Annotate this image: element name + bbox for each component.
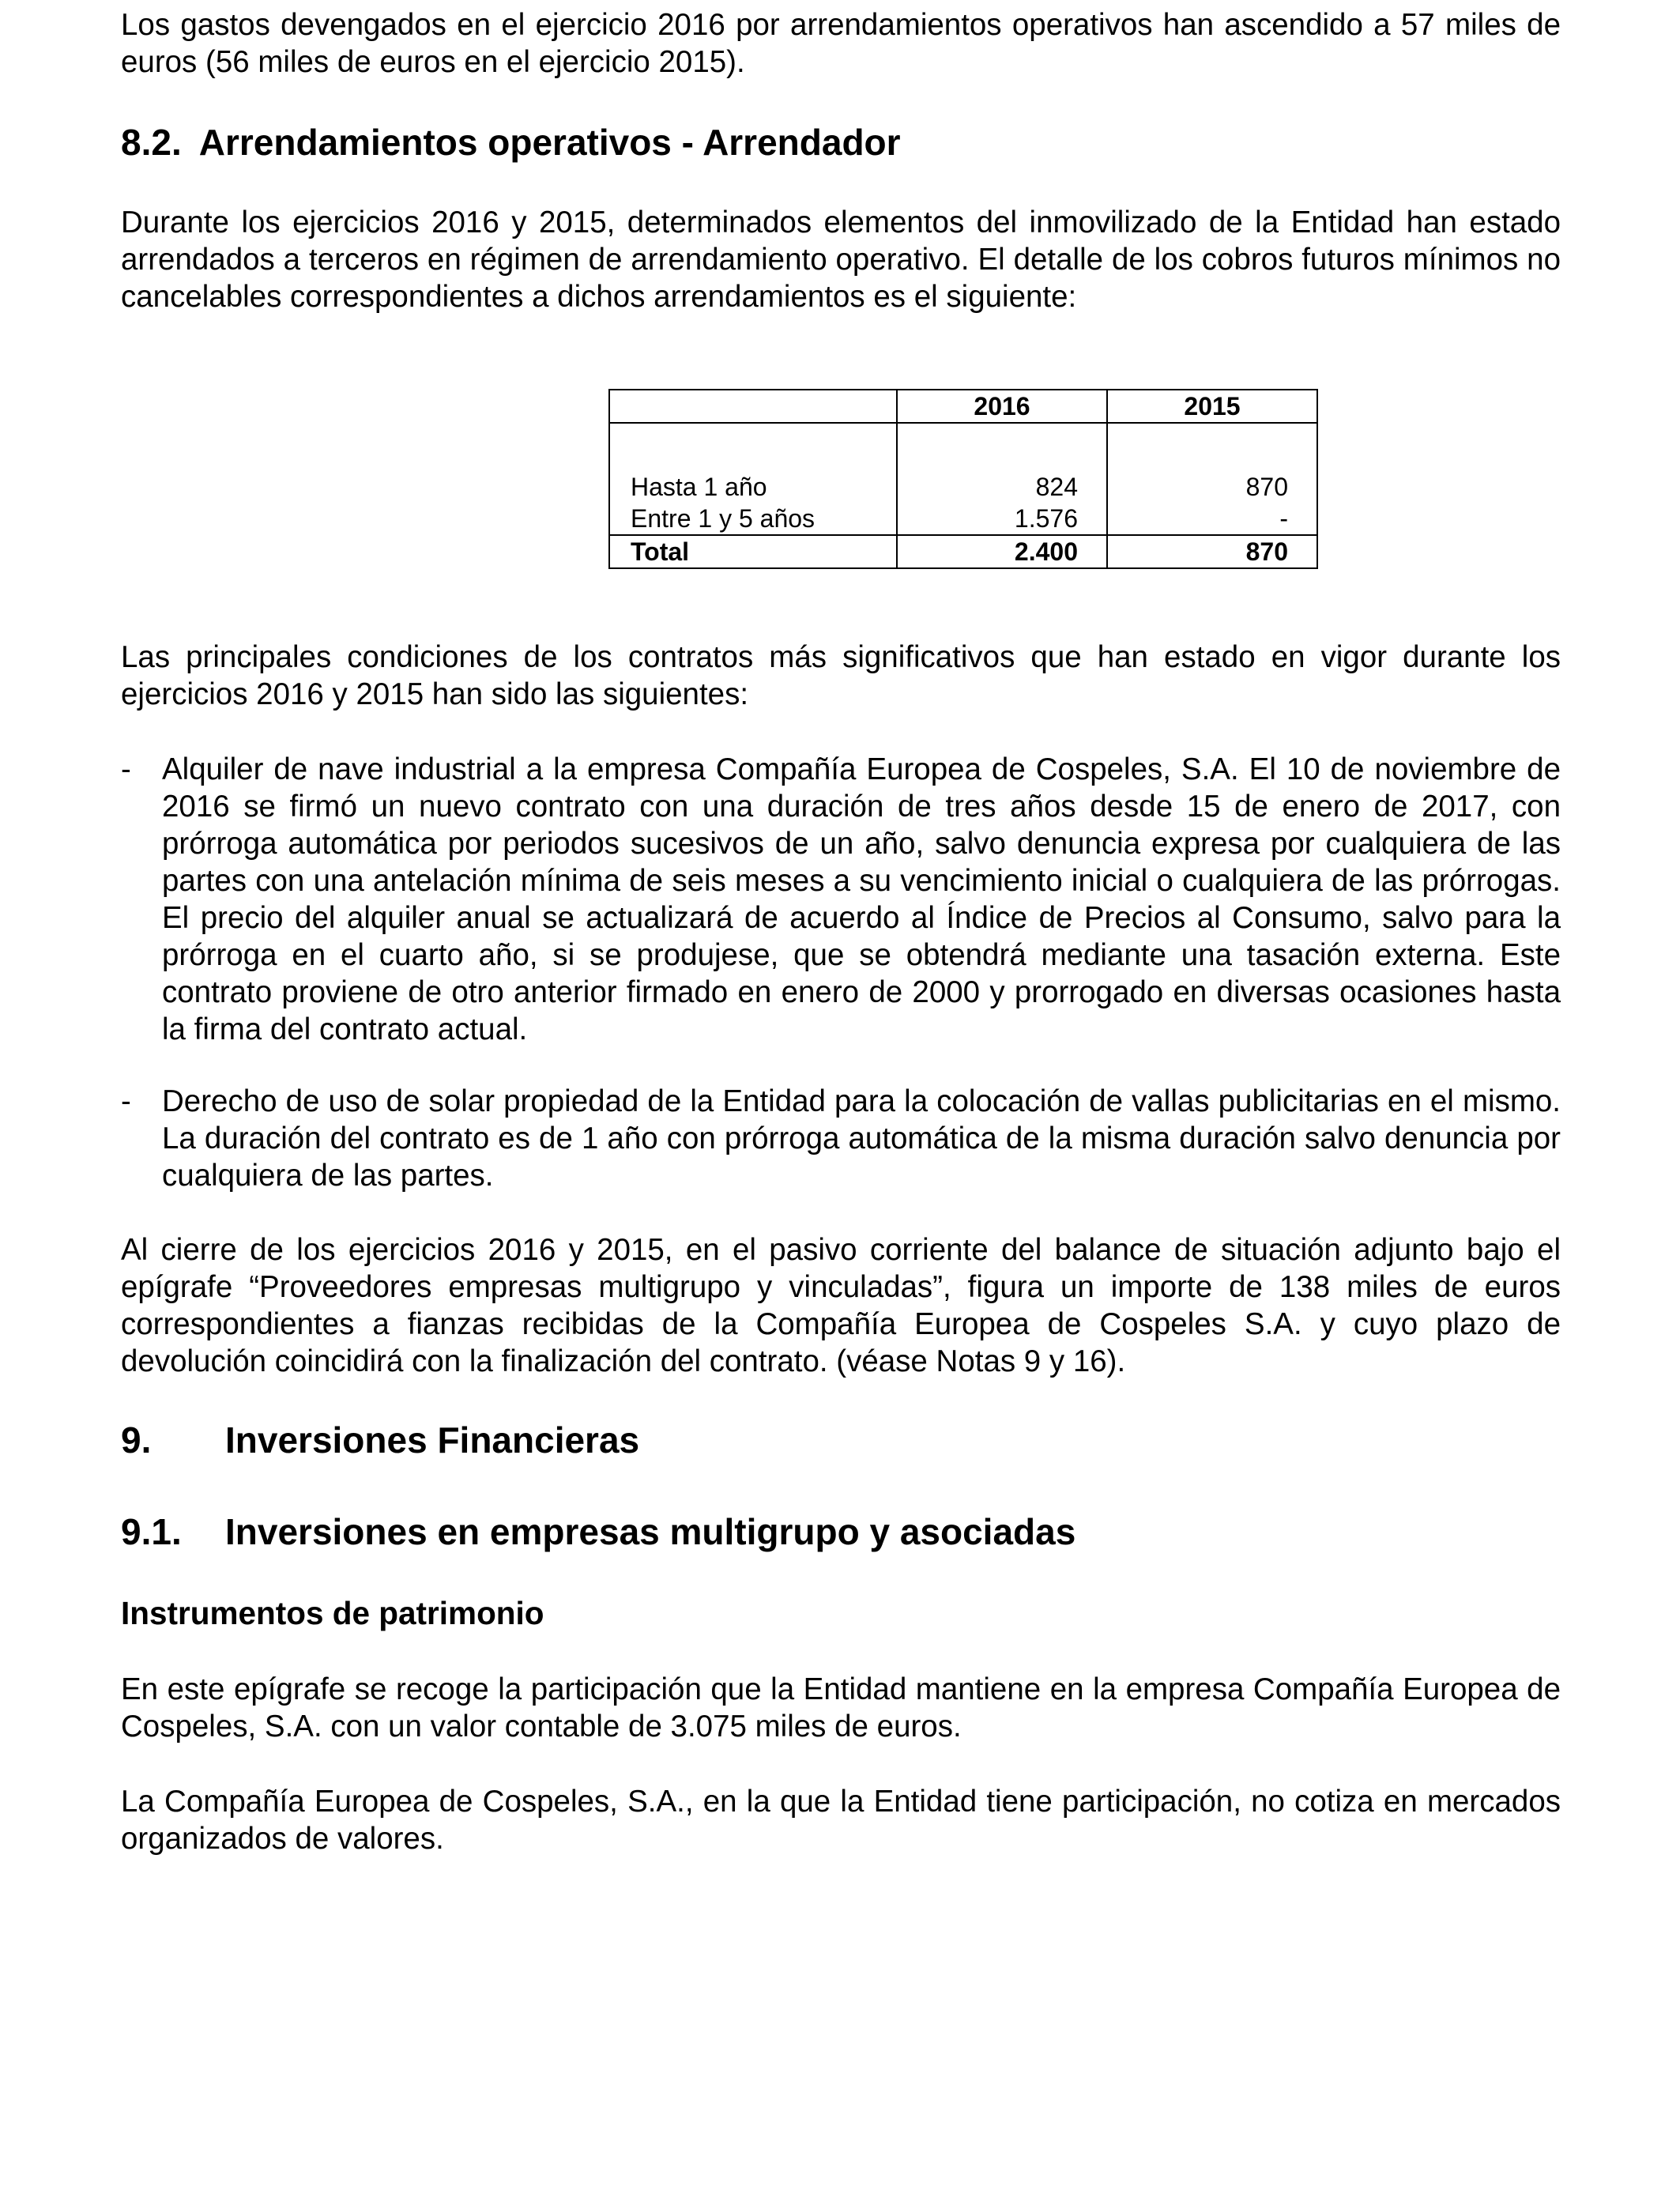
heading-title: Inversiones Financieras (225, 1419, 640, 1461)
lease-receivables-table (608, 389, 1318, 569)
paragraph-lessor-intro: Durante los ejercicios 2016 y 2015, determinados elementos del inmovilizado de la Entidad han estado arrendados a terceros en régimen de arrendamiento operativo. El detalle de los cobros futuros mínimos no cancelables correspondientes a dichos arrendamientos es el siguiente: (121, 205, 1561, 314)
list-item-text: Derecho de uso de solar propiedad de la Entidad para la colocación de vallas publicitarias en el mismo. La duración del contrato es de 1 año con prórroga automática de la misma duración salvo denuncia por cualquiera de las partes. (162, 1084, 1561, 1193)
table-cell: Total (609, 535, 897, 568)
paragraph-contract-conditions: Las principales condiciones de los contratos más significativos que han estado en vigor durante los ejercicios 2016 y 2015 han sido las siguientes: (121, 640, 1561, 711)
heading-number: 9. (121, 1419, 152, 1461)
heading-title: Arrendamientos operativos - Arrendador (198, 122, 901, 163)
table-cell: 870 (1107, 535, 1317, 568)
subheading-equity-instruments: Instrumentos de patrimonio (121, 1595, 544, 1631)
bullet-dash: - (121, 752, 131, 786)
paragraph-participation: En este epígrafe se recoge la participación que la Entidad mantiene en la empresa Compañía Europea de Cospeles, S.A. con un valor contable de 3.075 miles de euros. (121, 1672, 1561, 1744)
table-header-cell (609, 390, 897, 423)
table-cell: 2.400 (897, 535, 1107, 568)
table-cell: 1.576 (1014, 504, 1078, 533)
heading-title: Inversiones en empresas multigrupo y asociadas (225, 1511, 1076, 1552)
table-body-row (609, 423, 1317, 535)
bullet-dash: - (121, 1084, 131, 1118)
table-total-row (609, 535, 1317, 568)
heading-9 (121, 1418, 639, 1462)
paragraph-deposits: Al cierre de los ejercicios 2016 y 2015, en el pasivo corriente del balance de situación adjunto bajo el epígrafe “Proveedores empresas multigrupo y vinculadas”, figura un importe de 138 miles de euros correspondientes a fianzas recibidas de la Compañía Europea de Cospeles S.A. y cuyo plazo de devolución coincidirá con la finalización del contrato. (véase Notas 9 y 16). (121, 1233, 1561, 1378)
table-cell: 824 (1035, 473, 1078, 501)
table-2016-column (897, 423, 1107, 535)
paragraph-not-listed: La Compañía Europea de Cospeles, S.A., en la que la Entidad tiene participación, no cotiza en mercados organizados de valores. (121, 1785, 1561, 1856)
heading-number: 9.1. (121, 1511, 182, 1552)
table-cell: Hasta 1 año (631, 473, 767, 501)
table-header-cell: 2015 (1107, 390, 1317, 423)
table-header-cell: 2016 (897, 390, 1107, 423)
table-cell: 870 (1245, 473, 1288, 501)
paragraph-operating-lease-expenses: Los gastos devengados en el ejercicio 2016 por arrendamientos operativos han ascendido a 57 miles de euros (56 miles de euros en el ejercicio 2015). (121, 8, 1561, 79)
list-item-text: Alquiler de nave industrial a la empresa Compañía Europea de Cospeles, S.A. El 10 de noviembre de 2016 se firmó un nuevo contrato con una duración de tres años desde 15 de enero de 2017, con prórroga automática por periodos sucesivos de un año, salvo denuncia expresa por cualquiera de las partes con una antelación mínima de seis meses a su vencimiento inicial o cualquiera de las prórrogas. El precio del alquiler anual se actualizará de acuerdo al Índice de Precios al Consumo, salvo para la prórroga en el cuarto año, si se produjese, que se obtendrá mediante una tasación externa. Este contrato proviene de otro anterior firmado en enero de 2000 y prorrogado en diversas ocasiones hasta la firma del contrato actual. (162, 752, 1561, 1046)
heading-9-1 (121, 1510, 1075, 1554)
heading-8-2 (121, 120, 901, 164)
table-label-column (609, 423, 897, 535)
table-2015-column (1107, 423, 1317, 535)
table-cell: - (1279, 504, 1288, 533)
table-header-row (609, 390, 1317, 423)
heading-number: 8.2. (121, 122, 182, 163)
table-cell: Entre 1 y 5 años (631, 504, 816, 533)
